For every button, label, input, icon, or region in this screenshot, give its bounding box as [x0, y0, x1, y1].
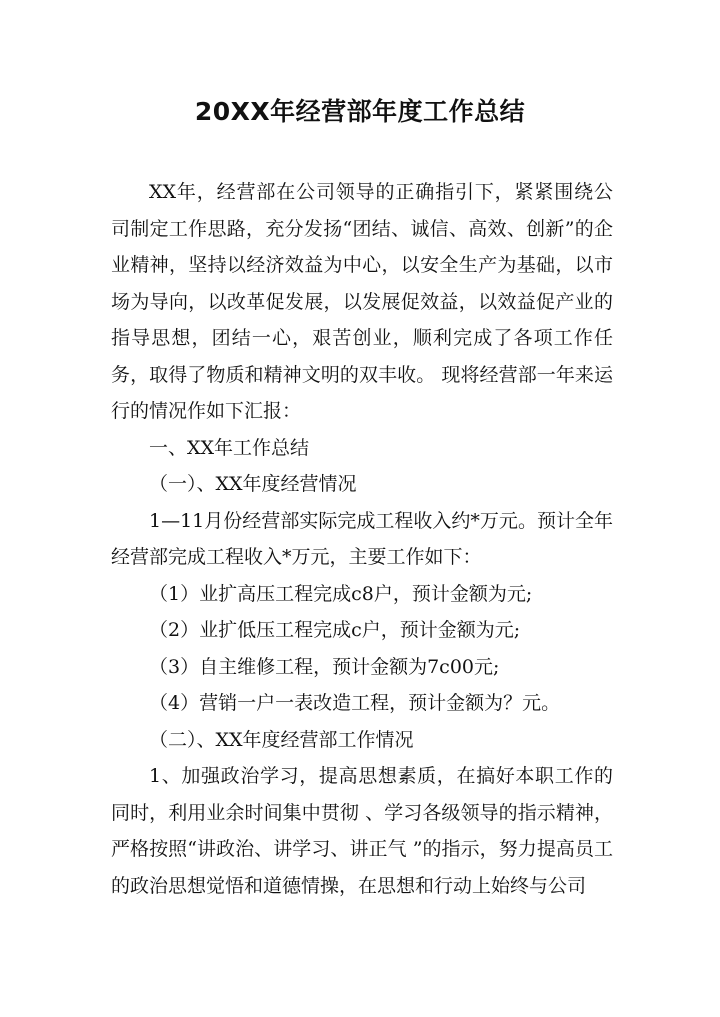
- revenue-paragraph: 1—11月份经营部实际完成工程收入约*万元。预计全年经营部完成工程收入*万元，主要工作如下：: [111, 509, 613, 568]
- document-title: 20XX年经营部年度工作总结: [194, 97, 526, 126]
- list-item: （2）业扩低压工程完成c户，预计金额为元;: [149, 619, 521, 641]
- work-paragraph: 1、加强政治学习，提高思想素质，在搞好本职工作的同时，利用业余时间集中贯彻 、学习各级领导的指示精神，严格按照“讲政治、讲学习、讲正气 ”的指示，努力提高员工的政治思想觉悟和道德情操，在思想和行动上始终与公司: [111, 765, 613, 897]
- section-heading: 一、XX年工作总结: [149, 436, 310, 459]
- document-body: [111, 174, 613, 904]
- list-item: （4）营销一户一表改造工程，预计金额为？元。: [149, 692, 561, 714]
- list-item: （1）业扩高压工程完成c8户，预计金额为元;: [149, 582, 533, 605]
- intro-paragraph: XX年，经营部在公司领导的正确指引下，紧紧围绕公司制定工作思路，充分发扬“团结、诚信、高效、创新”的企业精神，坚持以经济效益为中心，以安全生产为基础，以市场为导向，以改革促发展，以发展促效益，以效益促产业的指导思想，团结一心，艰苦创业，顺利完成了各项工作任务，取得了物质和精神文明的双丰收。 现将经营部一年来运行的情况作如下汇报：: [111, 181, 613, 422]
- list-item: （3）自主维修工程，预计金额为7c00元;: [149, 655, 500, 678]
- subsection-heading: （一）、XX年度经营情况: [149, 473, 357, 495]
- subsection-heading: （二）、XX年度经营部工作情况: [149, 728, 414, 751]
